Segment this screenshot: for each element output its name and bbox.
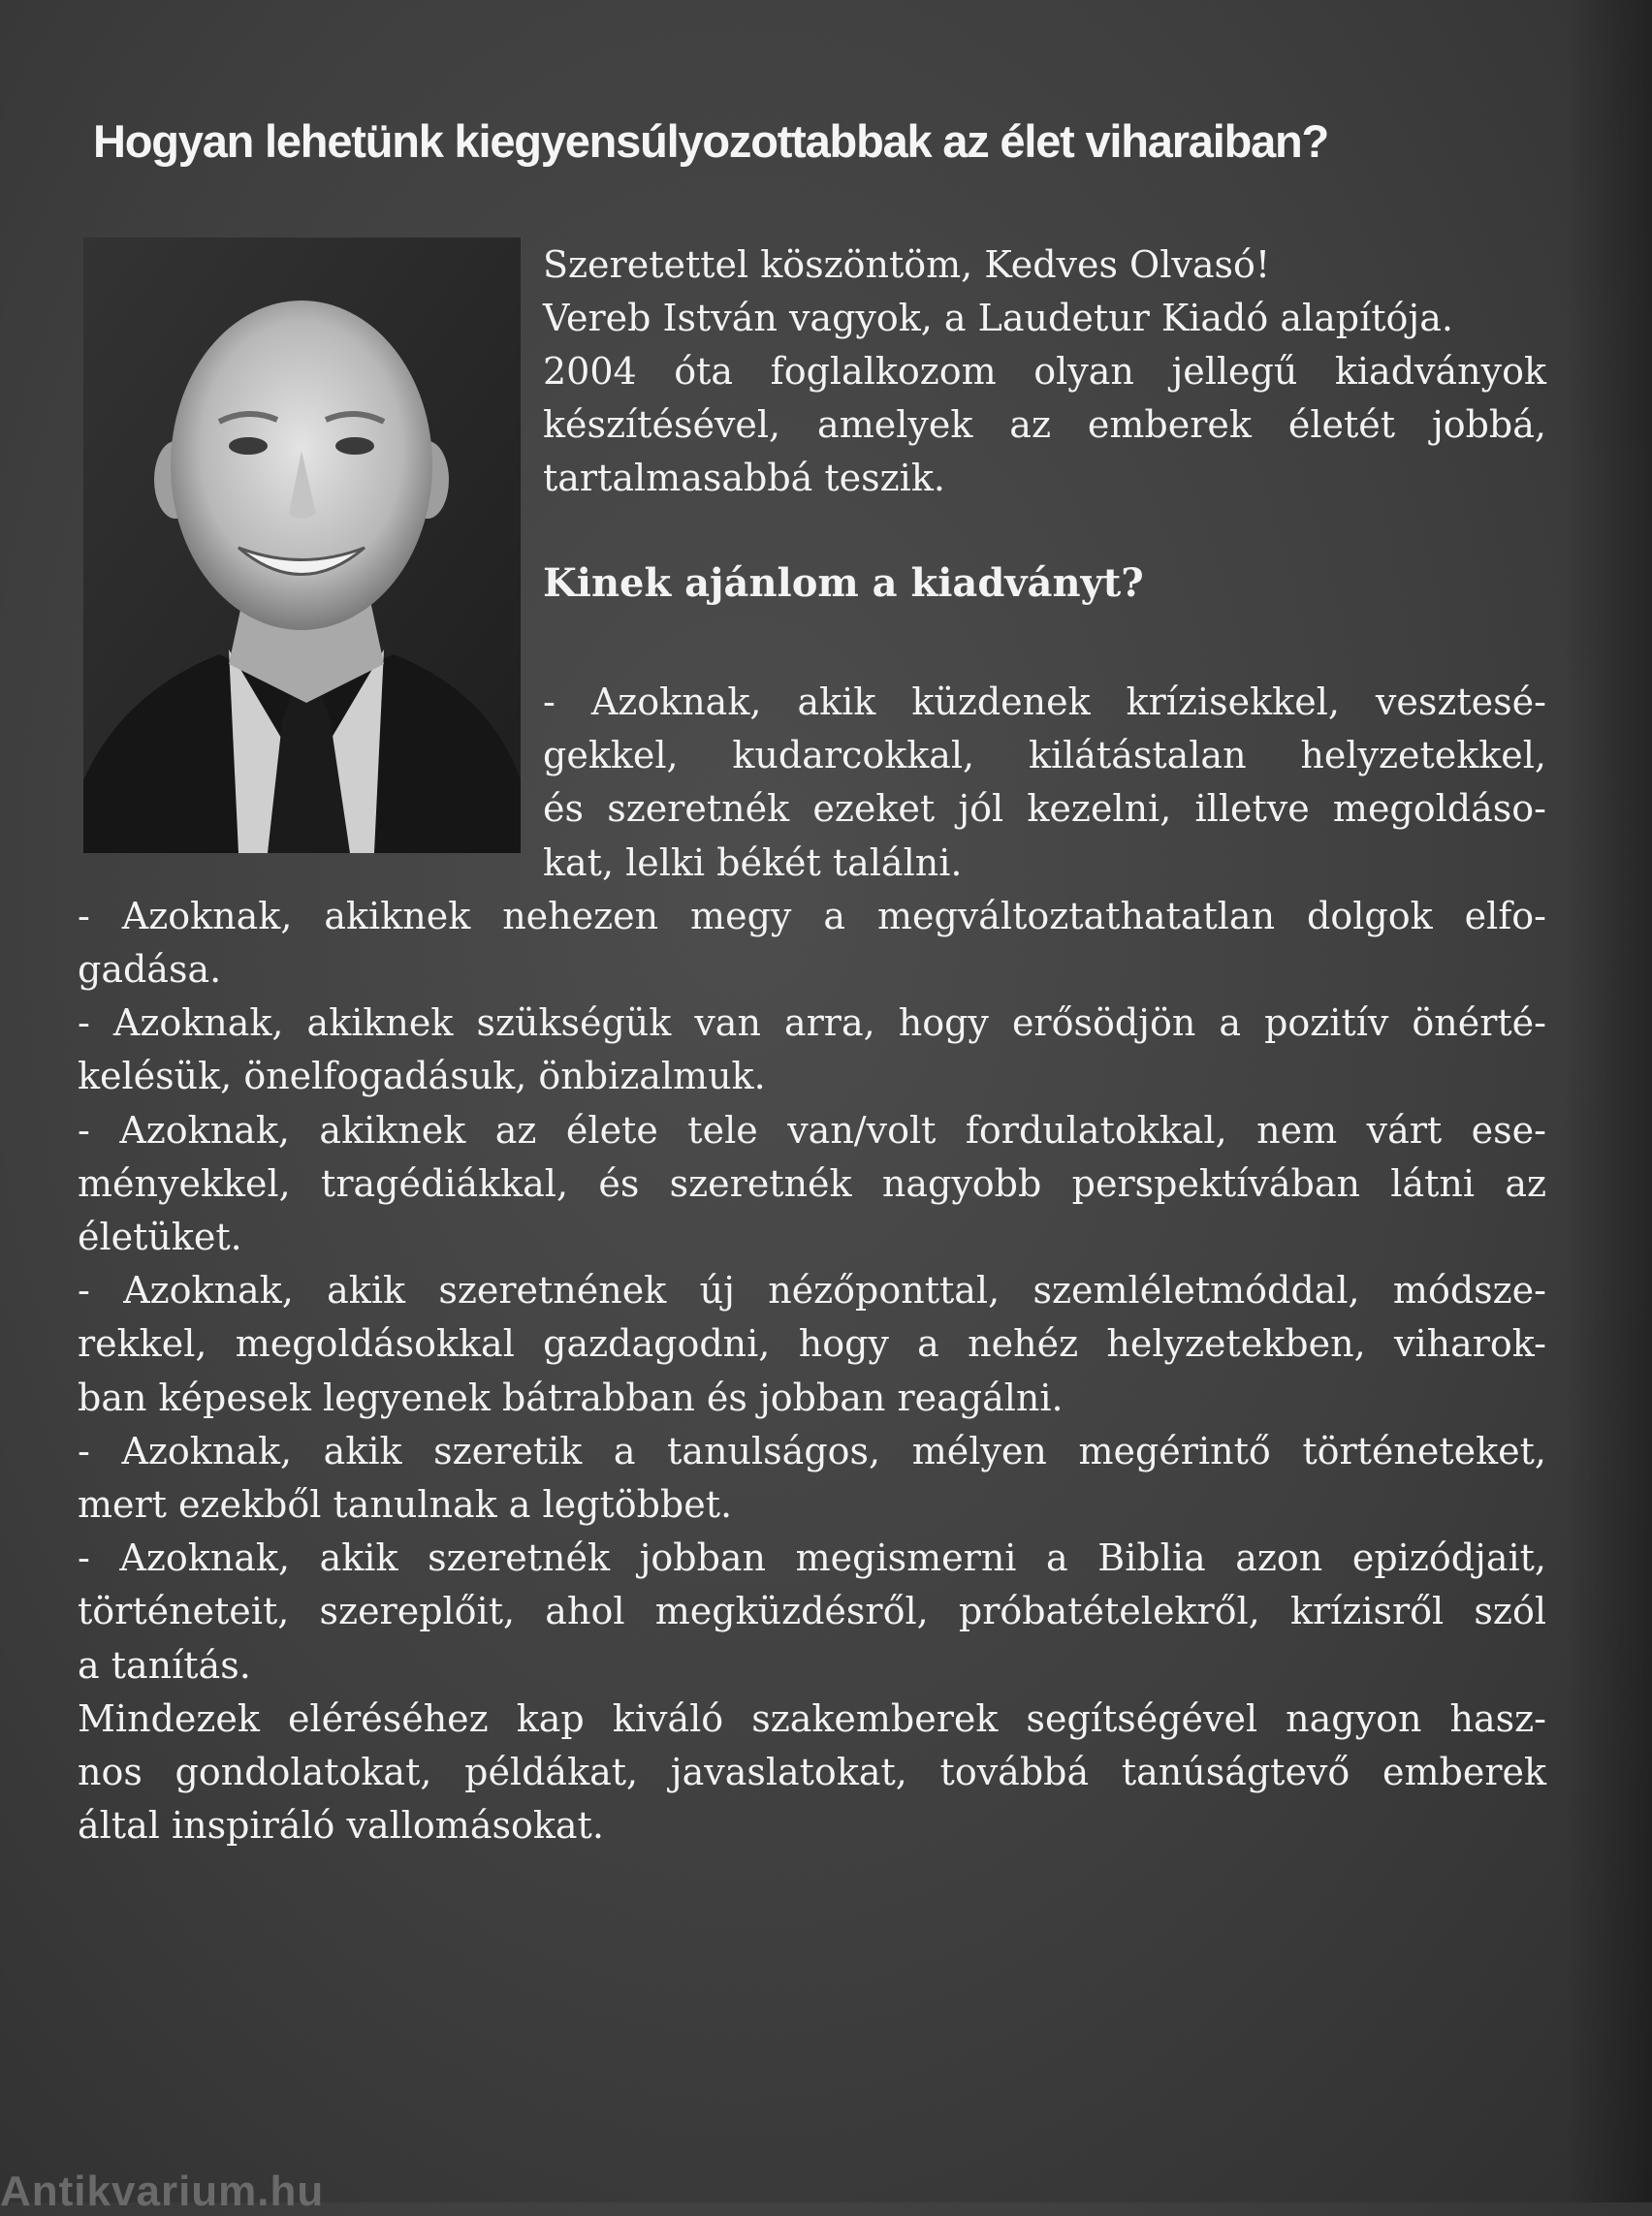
body-line: és szeretnék ezeket jól kezelni, illetve megoldáso- [543, 787, 1546, 831]
recommendation-list [78, 676, 1546, 1852]
body-line: mert ezekből tanulnak a legtöbbet. [78, 1483, 733, 1527]
body-line: - Azoknak, akiknek szükségük van arra, hogy erősödjön a pozitív önérté- [78, 1001, 1546, 1045]
body-line: - Azoknak, akik szeretnék jobban megismerni a Biblia azon epizódjait, [78, 1536, 1546, 1580]
body-line: ményekkel, tragédiákkal, és szeretnék nagyobb perspektívában látni az [78, 1161, 1546, 1205]
body-line: kelésük, önelfogadásuk, önbizalmuk. [78, 1055, 766, 1098]
body-line: ban képesek legyenek bátrabban és jobban reagálni. [78, 1376, 1064, 1419]
body-line: - Azoknak, akik szeretnének új nézőponttal, szemléletmóddal, módsze- [78, 1269, 1546, 1313]
body-line: gekkel, kudarcokkal, kilátástalan helyzetekkel, [543, 734, 1546, 777]
body-line: - Azoknak, akik szeretik a tanulságos, mélyen megérintő történeteket, [78, 1429, 1546, 1472]
watermark: Antikvarium.hu [0, 2168, 325, 2215]
intro-line: Szeretettel köszöntöm, Kedves Olvasó! [543, 243, 1271, 286]
body-line: rekkel, megoldásokkal gazdagodni, hogy a nehéz helyzetekben, viharok- [78, 1322, 1546, 1366]
body-line: a tanítás. [78, 1643, 251, 1687]
body-line: Mindezek eléréséhez kap kiváló szakemberek segítségével nagyon hasz- [78, 1696, 1546, 1740]
body-line: - Azoknak, akiknek nehezen megy a megváltoztathatatlan dolgok elfo- [78, 894, 1546, 937]
section-heading: Kinek ajánlom a kiadványt? [543, 560, 1144, 606]
body-line: kat, lelki békét találni. [543, 840, 963, 884]
page-edge-shadow [1565, 0, 1652, 2202]
intro-line: tartalmasabbá teszik. [543, 457, 945, 499]
intro-line: Vereb István vagyok, a Laudetur Kiadó alapítója. [543, 297, 1453, 339]
body-line: - Azoknak, akiknek az élete tele van/volt fordulatokkal, nem várt ese- [78, 1108, 1546, 1152]
body-line: által inspiráló vallomásokat. [78, 1804, 604, 1848]
body-line: - Azoknak, akik küzdenek krízisekkel, vesztesé- [543, 681, 1546, 723]
body-line: történeteit, szereplőit, ahol megküzdésről, próbatételekről, krízisről szól [78, 1590, 1546, 1633]
body-line: nos gondolatokat, példákat, javaslatokat, továbbá tanúságtevő emberek [78, 1751, 1546, 1794]
intro-line: készítésével, amelyek az emberek életét jobbá, [543, 403, 1546, 446]
intro-paragraph [543, 238, 1546, 505]
body-line: gadása. [78, 948, 222, 992]
page-title: Hogyan lehetünk kiegyensúlyozottabbak az élet viharaiban? [93, 115, 1329, 167]
body-line: életüket. [78, 1216, 242, 1259]
intro-line: 2004 óta foglalkozom olyan jellegű kiadványok [543, 350, 1546, 393]
